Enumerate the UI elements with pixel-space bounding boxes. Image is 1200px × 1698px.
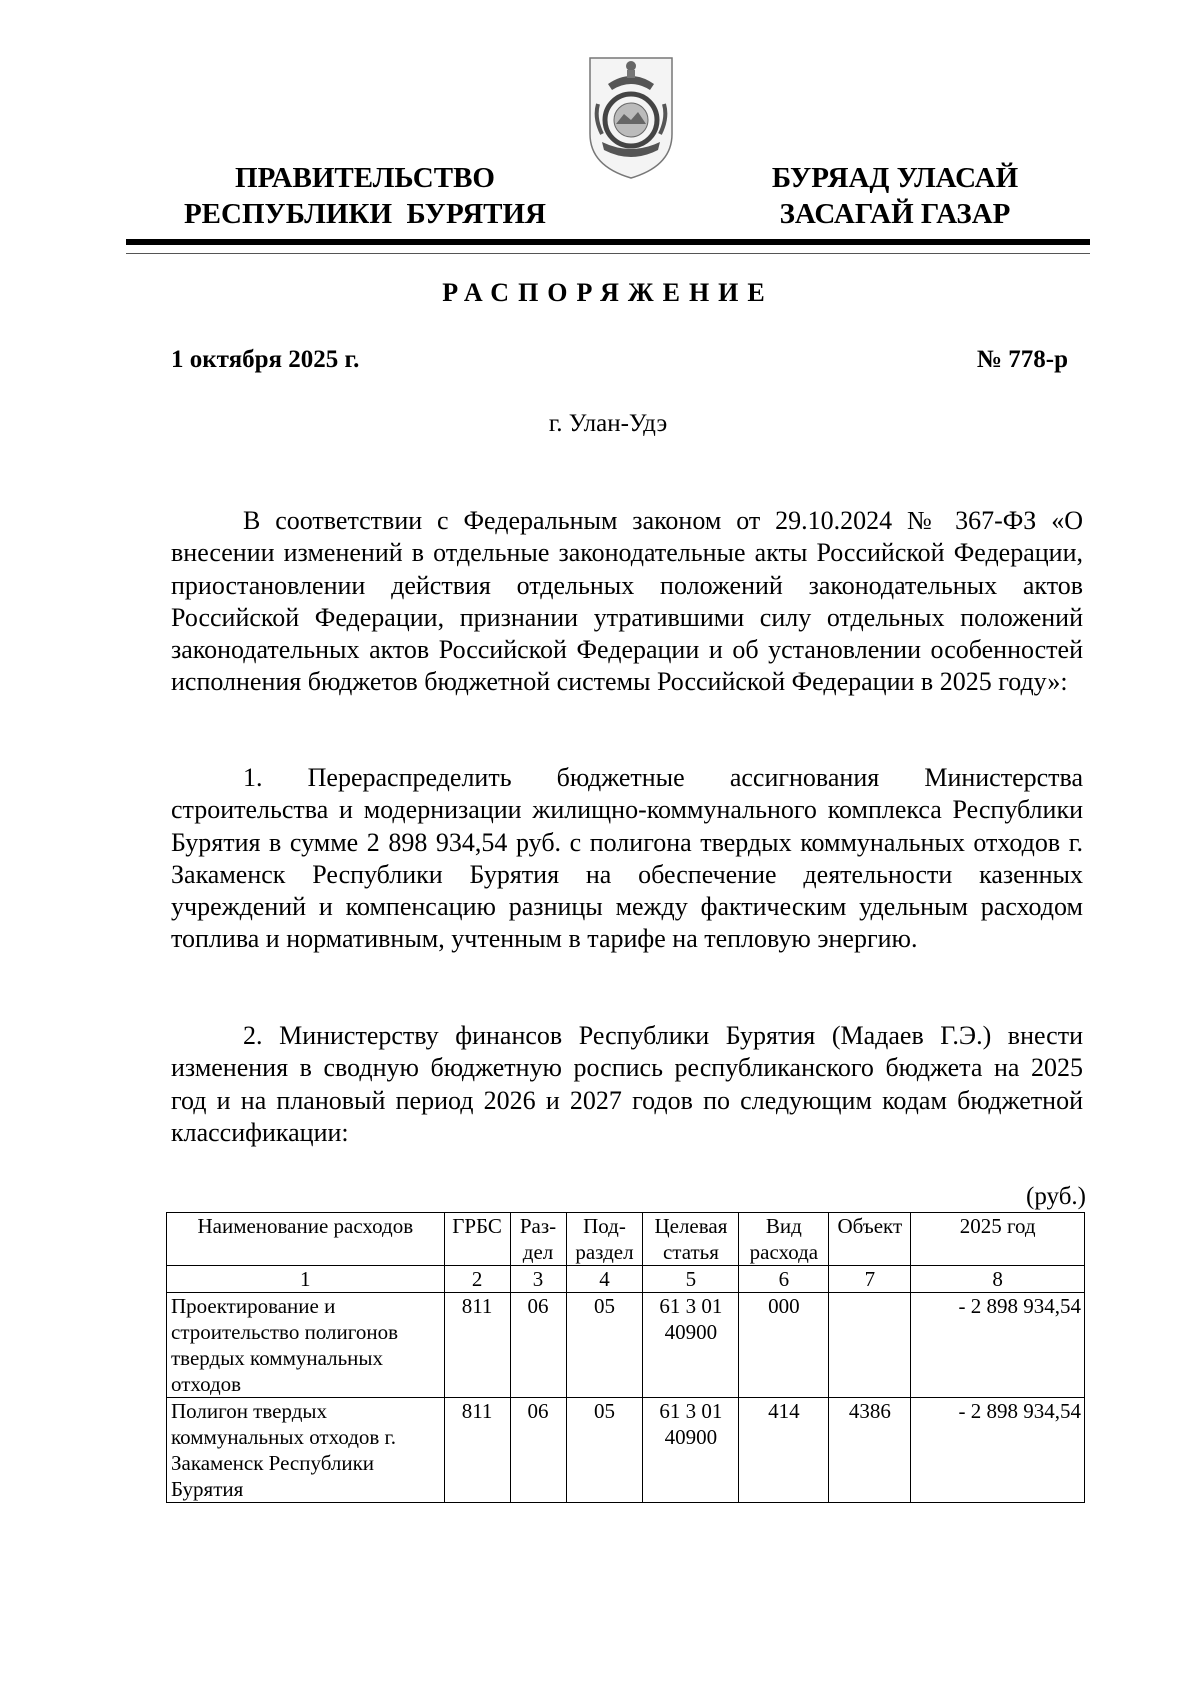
razdel-cell: 06 (510, 1293, 566, 1398)
target-article-cell: 61 3 01 40900 (643, 1398, 739, 1503)
object-cell: 4386 (829, 1398, 911, 1503)
header-cell: ГРБС (444, 1213, 510, 1266)
header-cell: 2025 год (911, 1213, 1085, 1266)
column-number-cell: 3 (510, 1266, 566, 1293)
table-row (167, 1293, 1085, 1398)
podrazdel-cell: 05 (566, 1398, 643, 1503)
table-units-label: (руб.) (1026, 1183, 1086, 1210)
expense-name-cell: Полигон твердых коммунальных отходов г. Закаменск Республики Бурятия (167, 1398, 445, 1503)
issuer-name-buryat (735, 160, 1055, 232)
expense-type-cell: 414 (739, 1398, 829, 1503)
grbs-cell: 811 (444, 1398, 510, 1503)
issuer-name-russian (140, 160, 590, 232)
table-column-number-row (167, 1266, 1085, 1293)
amount-cell: - 2 898 934,54 (911, 1293, 1085, 1398)
grbs-cell: 811 (444, 1293, 510, 1398)
item-2-paragraph: 2. Министерству финансов Республики Бурятия (Мадаев Г.Э.) внести изменения в сводную бюджетную роспись республиканского бюджета на 2025 год и на плановый период 2026 и 2027 годов по следующим кодам бюджетной классификации: (171, 1021, 1083, 1147)
issuer-name-russian-line1: ПРАВИТЕЛЬСТВО (235, 162, 495, 194)
object-cell (829, 1293, 911, 1398)
document-type-title: РАСПОРЯЖЕНИЕ (442, 278, 774, 307)
item-1-paragraph: 1. Перераспределить бюджетные ассигнования Министерства строительства и модернизации жилищно-коммунального комплекса Республики Бурятия в сумме 2 898 934,54 руб. с полигона твердых коммунальных отходов г. Закаменск Республики Бурятия на обеспечение деятельности казенных учреждений и компенсацию разницы между фактическим удельным расходом топлива и нормативным, учтенным в тарифе на тепловую энергию. (171, 763, 1083, 954)
table-header-row (167, 1213, 1085, 1266)
column-number-cell: 5 (643, 1266, 739, 1293)
header-cell: Объект (829, 1213, 911, 1266)
issuer-name-buryat-line2: ЗАСАГАЙ ГАЗАР (779, 198, 1011, 230)
column-number-cell: 7 (829, 1266, 911, 1293)
target-article-cell: 61 3 01 40900 (643, 1293, 739, 1398)
column-number-cell: 8 (911, 1266, 1085, 1293)
header-divider-thick (126, 239, 1090, 245)
expense-type-cell: 000 (739, 1293, 829, 1398)
document-city: г. Улан-Удэ (548, 410, 668, 437)
budget-classification-table (166, 1212, 1085, 1503)
header-cell: Вид расхода (739, 1213, 829, 1266)
header-cell: Раз-дел (510, 1213, 566, 1266)
document-date: 1 октября 2025 г. (171, 346, 360, 373)
document-number: № 778-р (976, 346, 1068, 373)
podrazdel-cell: 05 (566, 1293, 643, 1398)
column-number-cell: 2 (444, 1266, 510, 1293)
header-cell: Целевая статья (643, 1213, 739, 1266)
expense-name-cell: Проектирование и строительство полигонов твердых коммунальных отходов (167, 1293, 445, 1398)
preamble-paragraph: В соответствии с Федеральным законом от 29.10.2024 № 367-ФЗ «О внесении изменений в отдельные законодательные акты Российской Федерации, приостановлении действия отдельных положений законодательных актов Российской Федерации, признании утратившими силу отдельных положений законодательных актов Российской Федерации и об установлении особенностей исполнения бюджетов бюджетной системы Российской Федерации в 2025 году»: (171, 506, 1083, 697)
coat-of-arms-emblem (586, 54, 676, 182)
header-cell: Под-раздел (566, 1213, 643, 1266)
issuer-name-russian-line2: РЕСПУБЛИКИ БУРЯТИЯ (183, 198, 547, 230)
issuer-name-buryat-line1: БУРЯАД УЛАСАЙ (771, 162, 1019, 194)
column-number-cell: 6 (739, 1266, 829, 1293)
razdel-cell: 06 (510, 1398, 566, 1503)
column-number-cell: 1 (167, 1266, 445, 1293)
amount-cell: - 2 898 934,54 (911, 1398, 1085, 1503)
table-row (167, 1398, 1085, 1503)
header-cell: Наименование расходов (167, 1213, 445, 1266)
header-divider-thin (126, 253, 1090, 254)
column-number-cell: 4 (566, 1266, 643, 1293)
